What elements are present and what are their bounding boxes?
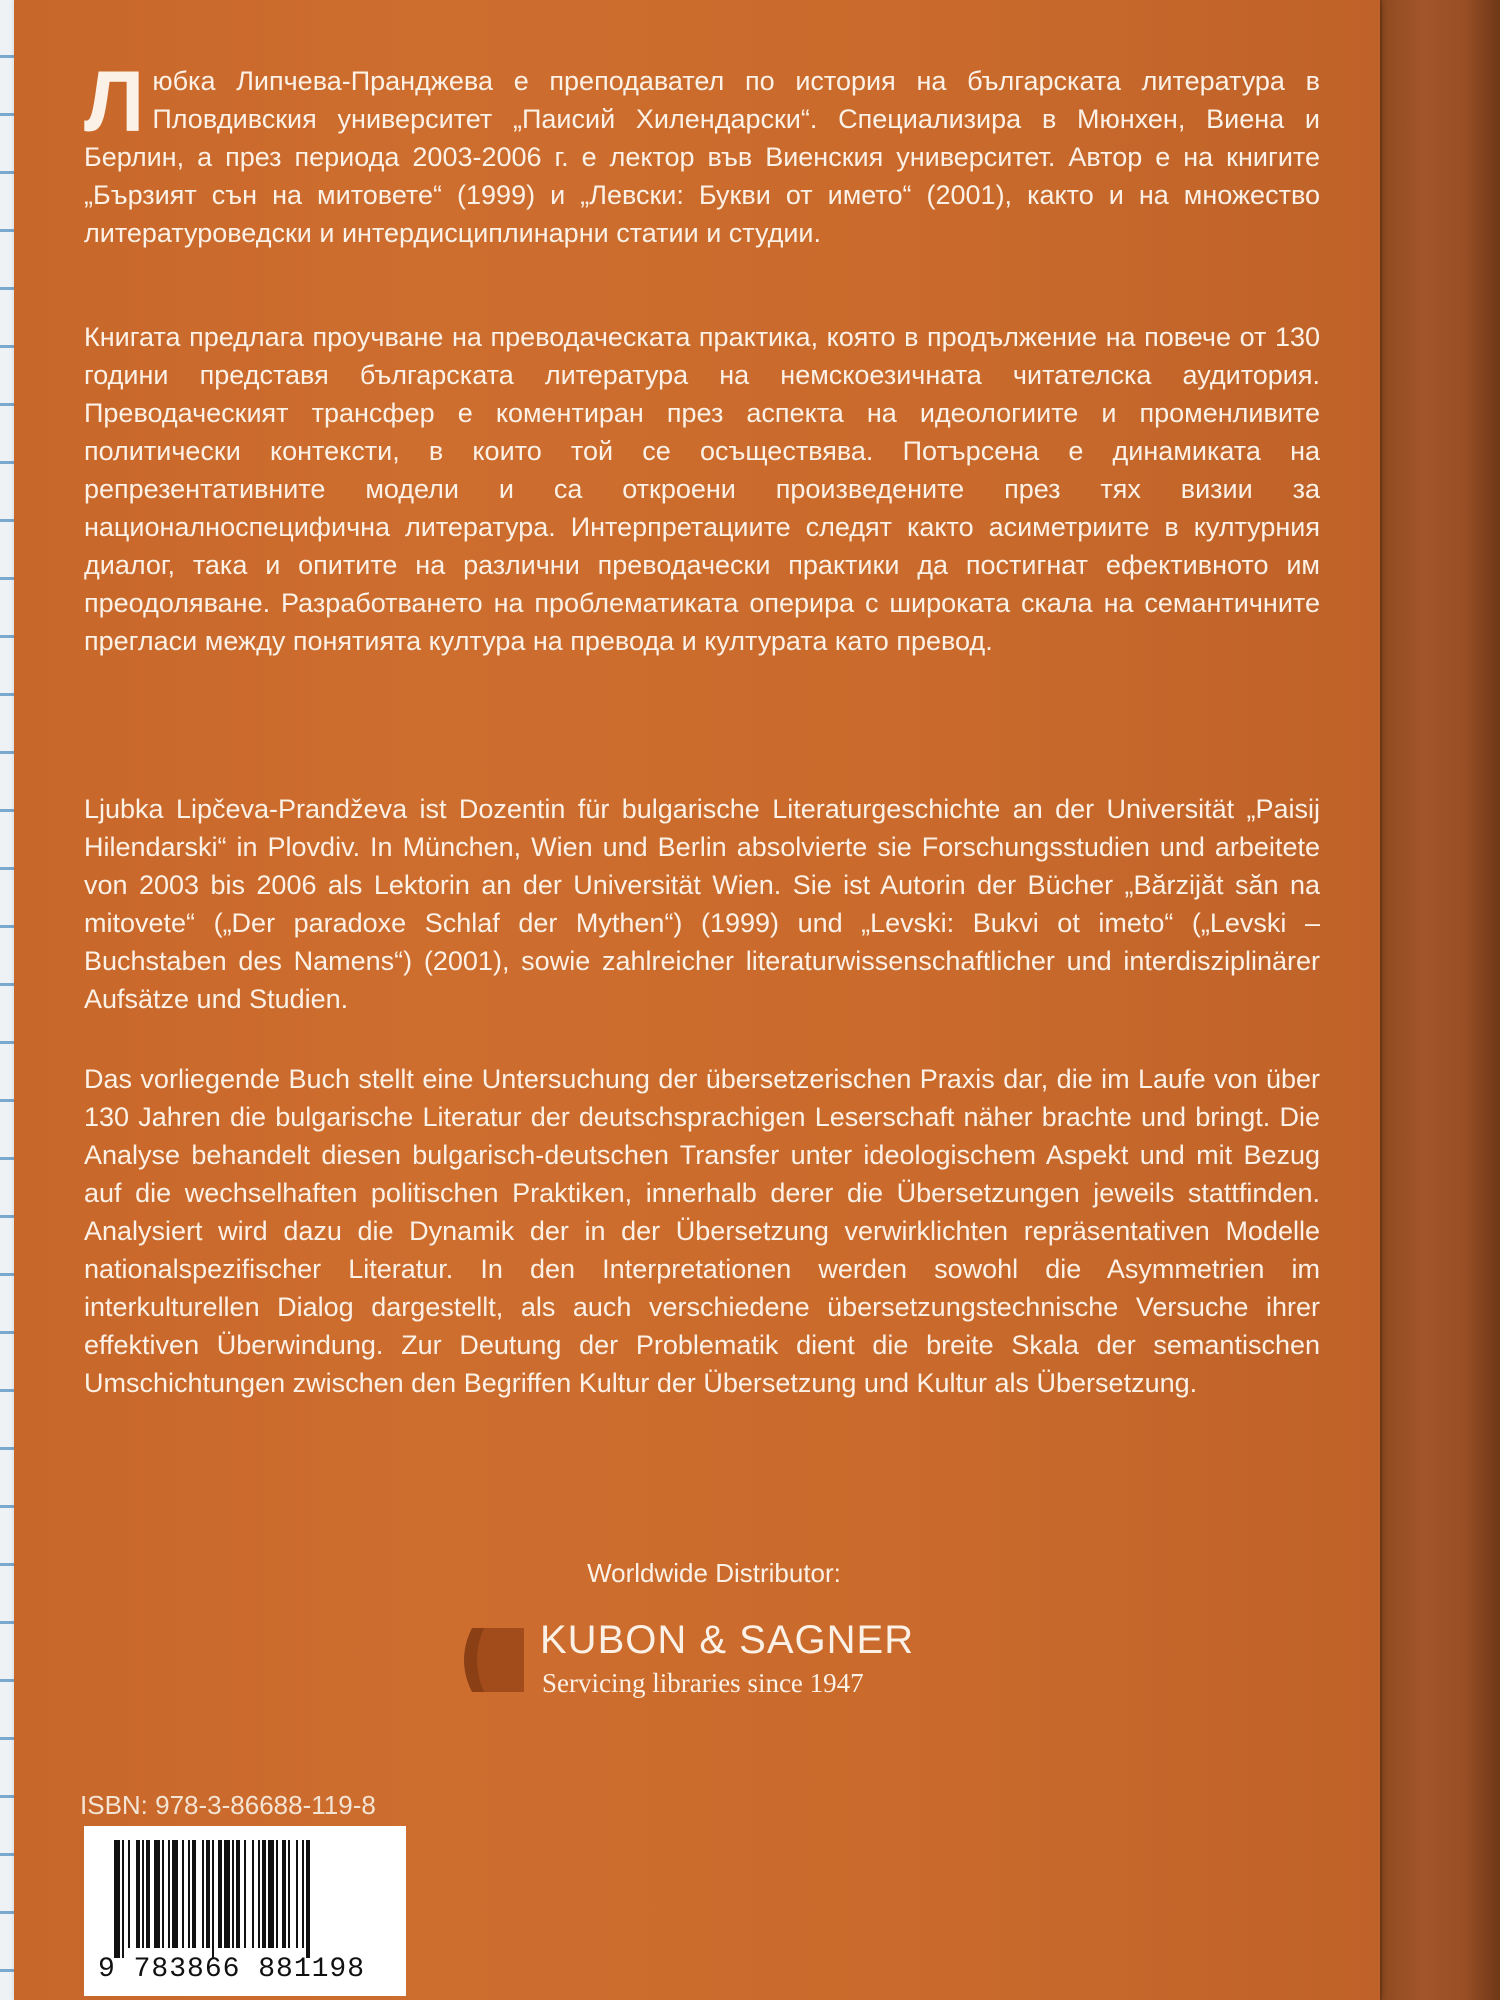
bulgarian-author-bio [84,54,1320,252]
distributor-tagline: Servicing libraries since 1947 [542,1668,864,1698]
distributor-label: Worldwide Distributor: [587,1558,841,1588]
kubon-sagner-logo [454,1616,914,1706]
barcode-bars-icon [114,1840,384,1958]
kubon-sagner-logo-mark-icon [454,1624,526,1696]
barcode-digits: 9 783866 881198 [98,1954,366,1985]
bulgarian-book-summary: Книгата предлага проучване на преводаческата практика, която в продължение на повече от 130 години представя българската литература на немскоезичната читателска аудитория. Преводаческият трансфер е коментиран през аспекта на идеологиите и променливите политически контексти, в които той се осъществява. Потърсена е динамиката на репрезентативните модели и са откроени произведените през тях визии за националноспецифична литература. Интерпретациите следят както асиметриите в културния диалог, така и опитите на различни преводачески практики да постигнат ефективното им преодоляване. Разработването на проблематиката оперира с широката скала на семантичните прегласи между понятията култура на превода и културата като превод. [84,322,1320,656]
german-book-summary: Das vorliegende Buch stellt eine Untersuchung der übersetzerischen Praxis dar, die im Laufe von über 130 Jahren die bulgarische Literatur der deutschsprachigen Leserschaft näher brachte und bringt. Die Analyse behandelt diesen bulgarisch-deutschen Transfer unter ideologischem Aspekt und mit Bezug auf die wechselhaften politischen Praktiken, innerhalb derer die Übersetzungen jeweils stattfinden. Analysiert wird dazu die Dynamik der in der Übersetzung verwirklichten repräsentativen Modelle nationalspezifischer Literatur. In den Interpretationen werden sowohl die Asymmetrien im interkulturellen Dialog dargestellt, als auch verschiedene übersetzungstechnische Versuche ihrer effektiven Überwindung. Zur Deutung der Problematik dient die breite Skala der semantischen Umschichtungen zwischen den Begriffen Kultur der Übersetzung und Kultur als Übersetzung. [84,1064,1320,1398]
bulgarian-author-bio-text: юбка Липчева-Пранджева е преподавател по история на българската литература в Пловдивския университет „Паисий Хилендарски“. Специализира в Мюнхен, Виена и Берлин, а през периода 2003-2006 г. е лектор във Виенския университет. Автор е на книгите „Бързият сън на митовете“ (1999) и „Левски: Букви от името“ (2001), както и на множество литературоведски и интердисциплинарни статии и студии. [84,66,1320,248]
drop-cap: Л [84,54,145,150]
book-back-cover [14,0,1380,2000]
isbn-label: ISBN: 978-3-86688-119-8 [80,1790,376,1820]
german-author-bio: Ljubka Lipčeva-Prandževa ist Dozentin für bulgarische Literaturgeschichte an der Universität „Paisij Hilendarski“ in Plovdiv. In München, Wien und Berlin absolvierte sie Forschungsstudien und arbeitete von 2003 bis 2006 als Lektorin an der Universität Wien. Sie ist Autorin der Bücher „Bărzijăt săn na mitovete“ („Der paradoxe Schlaf der Mythen“) (1999) und „Levski: Bukvi ot imeto“ („Levski – Buchstaben des Namens“) (2001), sowie zahlreicher literaturwissenschaftlicher und interdisziplinärer Aufsätze und Studien. [84,794,1320,1014]
barcode [84,1826,406,1996]
distributor-name: KUBON & SAGNER [540,1618,915,1662]
book-spine [1380,0,1500,2000]
